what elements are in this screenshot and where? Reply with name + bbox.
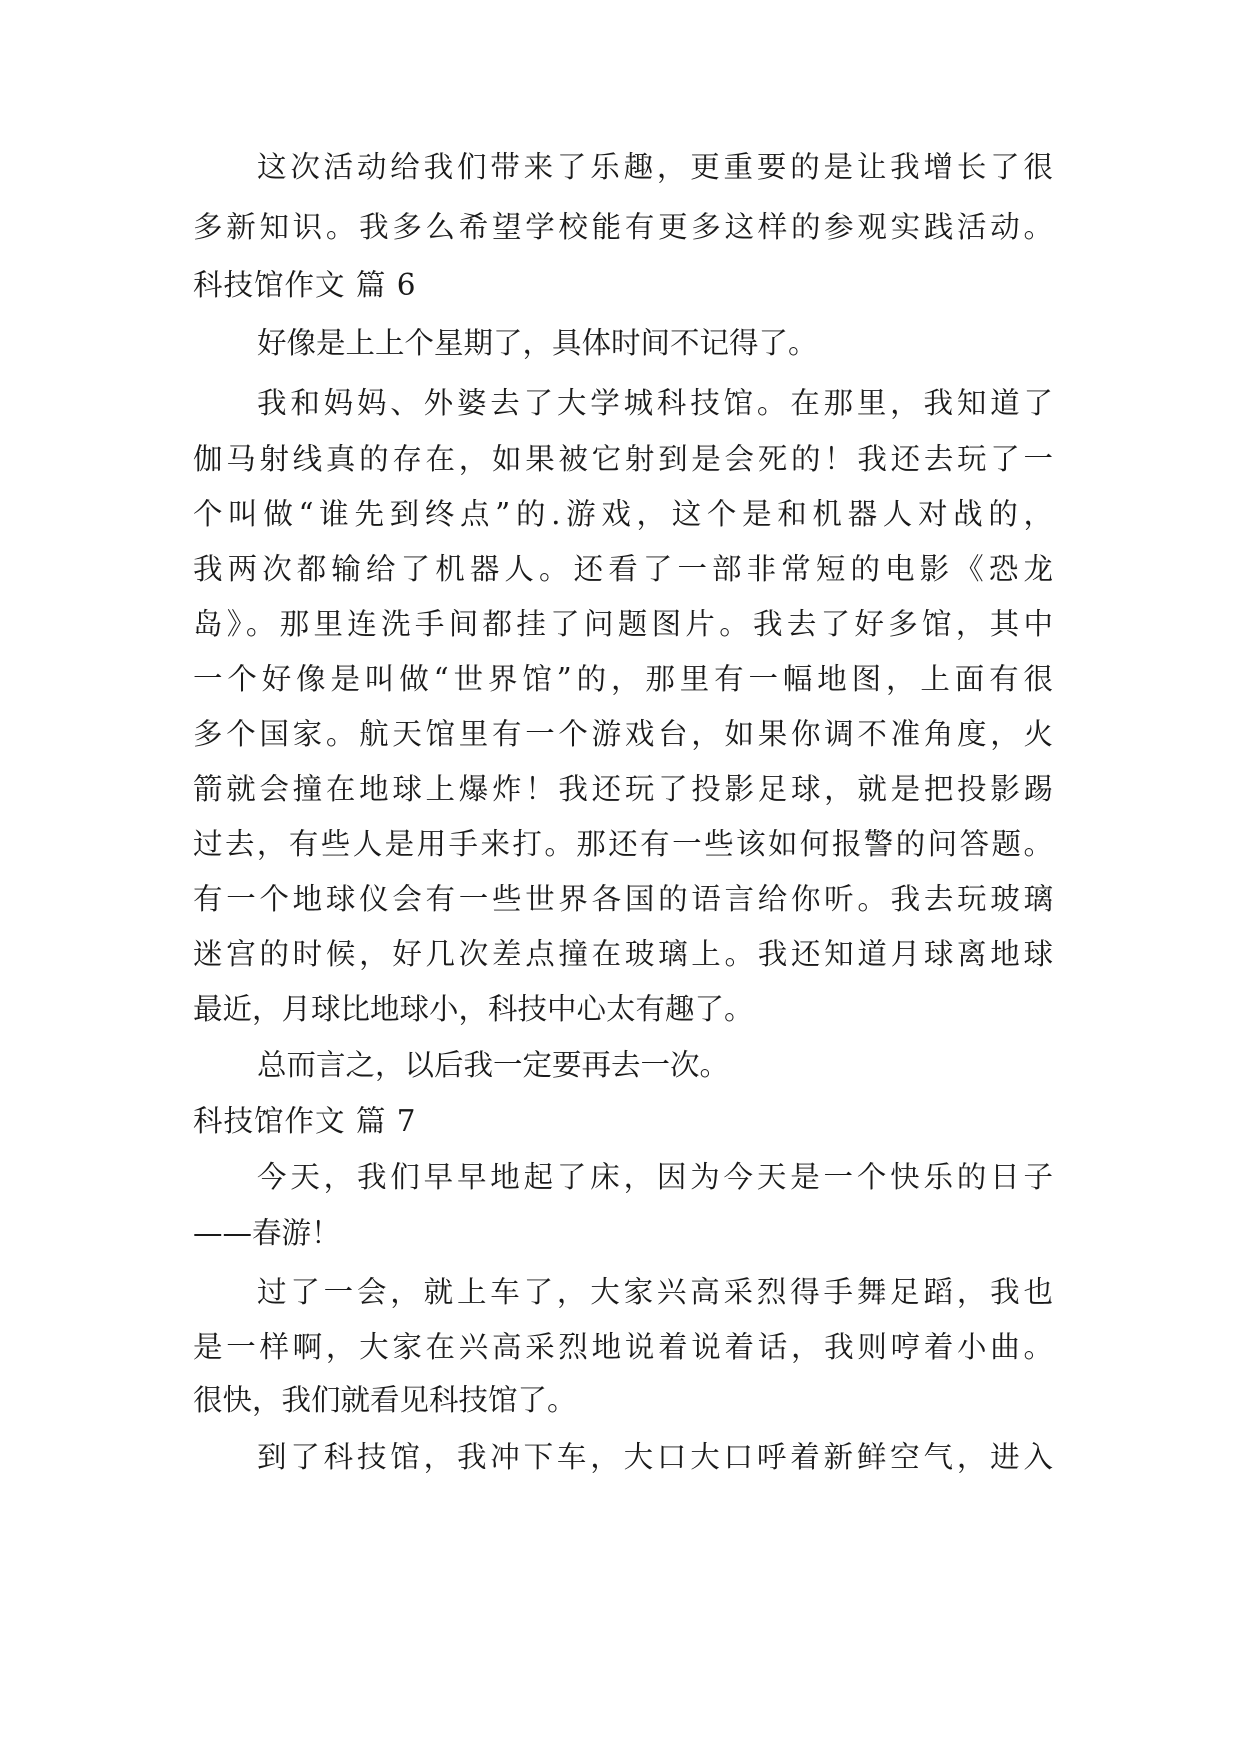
paragraph-line: 我两次都输给了机器人。还看了一部非常短的电影《恐龙 [193,552,1053,586]
paragraph-line: 伽马射线真的存在，如果被它射到是会死的！我还去玩了一 [193,442,1053,476]
paragraph-line: 岛》。那里连洗手间都挂了问题图片。我去了好多馆，其中 [193,607,1053,641]
paragraph-line: 很快，我们就看见科技馆了。 [193,1383,577,1417]
paragraph-line: 个叫做“谁先到终点”的.游戏，这个是和机器人对战的， [193,497,1053,531]
section-heading: 科技馆作文 篇 6 [193,268,417,302]
paragraph-line: 今天，我们早早地起了床，因为今天是一个快乐的日子 [257,1160,1053,1194]
paragraph-line: 我和妈妈、外婆去了大学城科技馆。在那里，我知道了 [257,386,1053,420]
paragraph-line: 这次活动给我们带来了乐趣，更重要的是让我增长了很 [257,150,1053,184]
paragraph-line: 到了科技馆，我冲下车，大口大口呼着新鲜空气，进入 [257,1440,1053,1474]
paragraph-line: 多个国家。航天馆里有一个游戏台，如果你调不准角度，火 [193,717,1053,751]
paragraph-line: 是一样啊，大家在兴高采烈地说着说着话，我则哼着小曲。 [193,1330,1053,1364]
paragraph-line: 箭就会撞在地球上爆炸！我还玩了投影足球，就是把投影踢 [193,772,1053,806]
paragraph-line: 总而言之，以后我一定要再去一次。 [257,1048,730,1082]
paragraph-line: ——春游！ [193,1216,341,1250]
paragraph-line: 有一个地球仪会有一些世界各国的语言给你听。我去玩玻璃 [193,882,1053,916]
paragraph-line: 迷宫的时候，好几次差点撞在玻璃上。我还知道月球离地球 [193,937,1053,971]
paragraph-line: 多新知识。我多么希望学校能有更多这样的参观实践活动。 [193,210,1053,244]
section-heading: 科技馆作文 篇 7 [193,1104,417,1138]
paragraph-line: 最近，月球比地球小，科技中心太有趣了。 [193,992,754,1026]
paragraph-line: 好像是上上个星期了，具体时间不记得了。 [257,326,818,360]
paragraph-line: 一个好像是叫做“世界馆”的，那里有一幅地图，上面有很 [193,662,1053,696]
paragraph-line: 过去，有些人是用手来打。那还有一些该如何报警的问答题。 [193,827,1053,861]
paragraph-line: 过了一会，就上车了，大家兴高采烈得手舞足蹈，我也 [257,1275,1053,1309]
